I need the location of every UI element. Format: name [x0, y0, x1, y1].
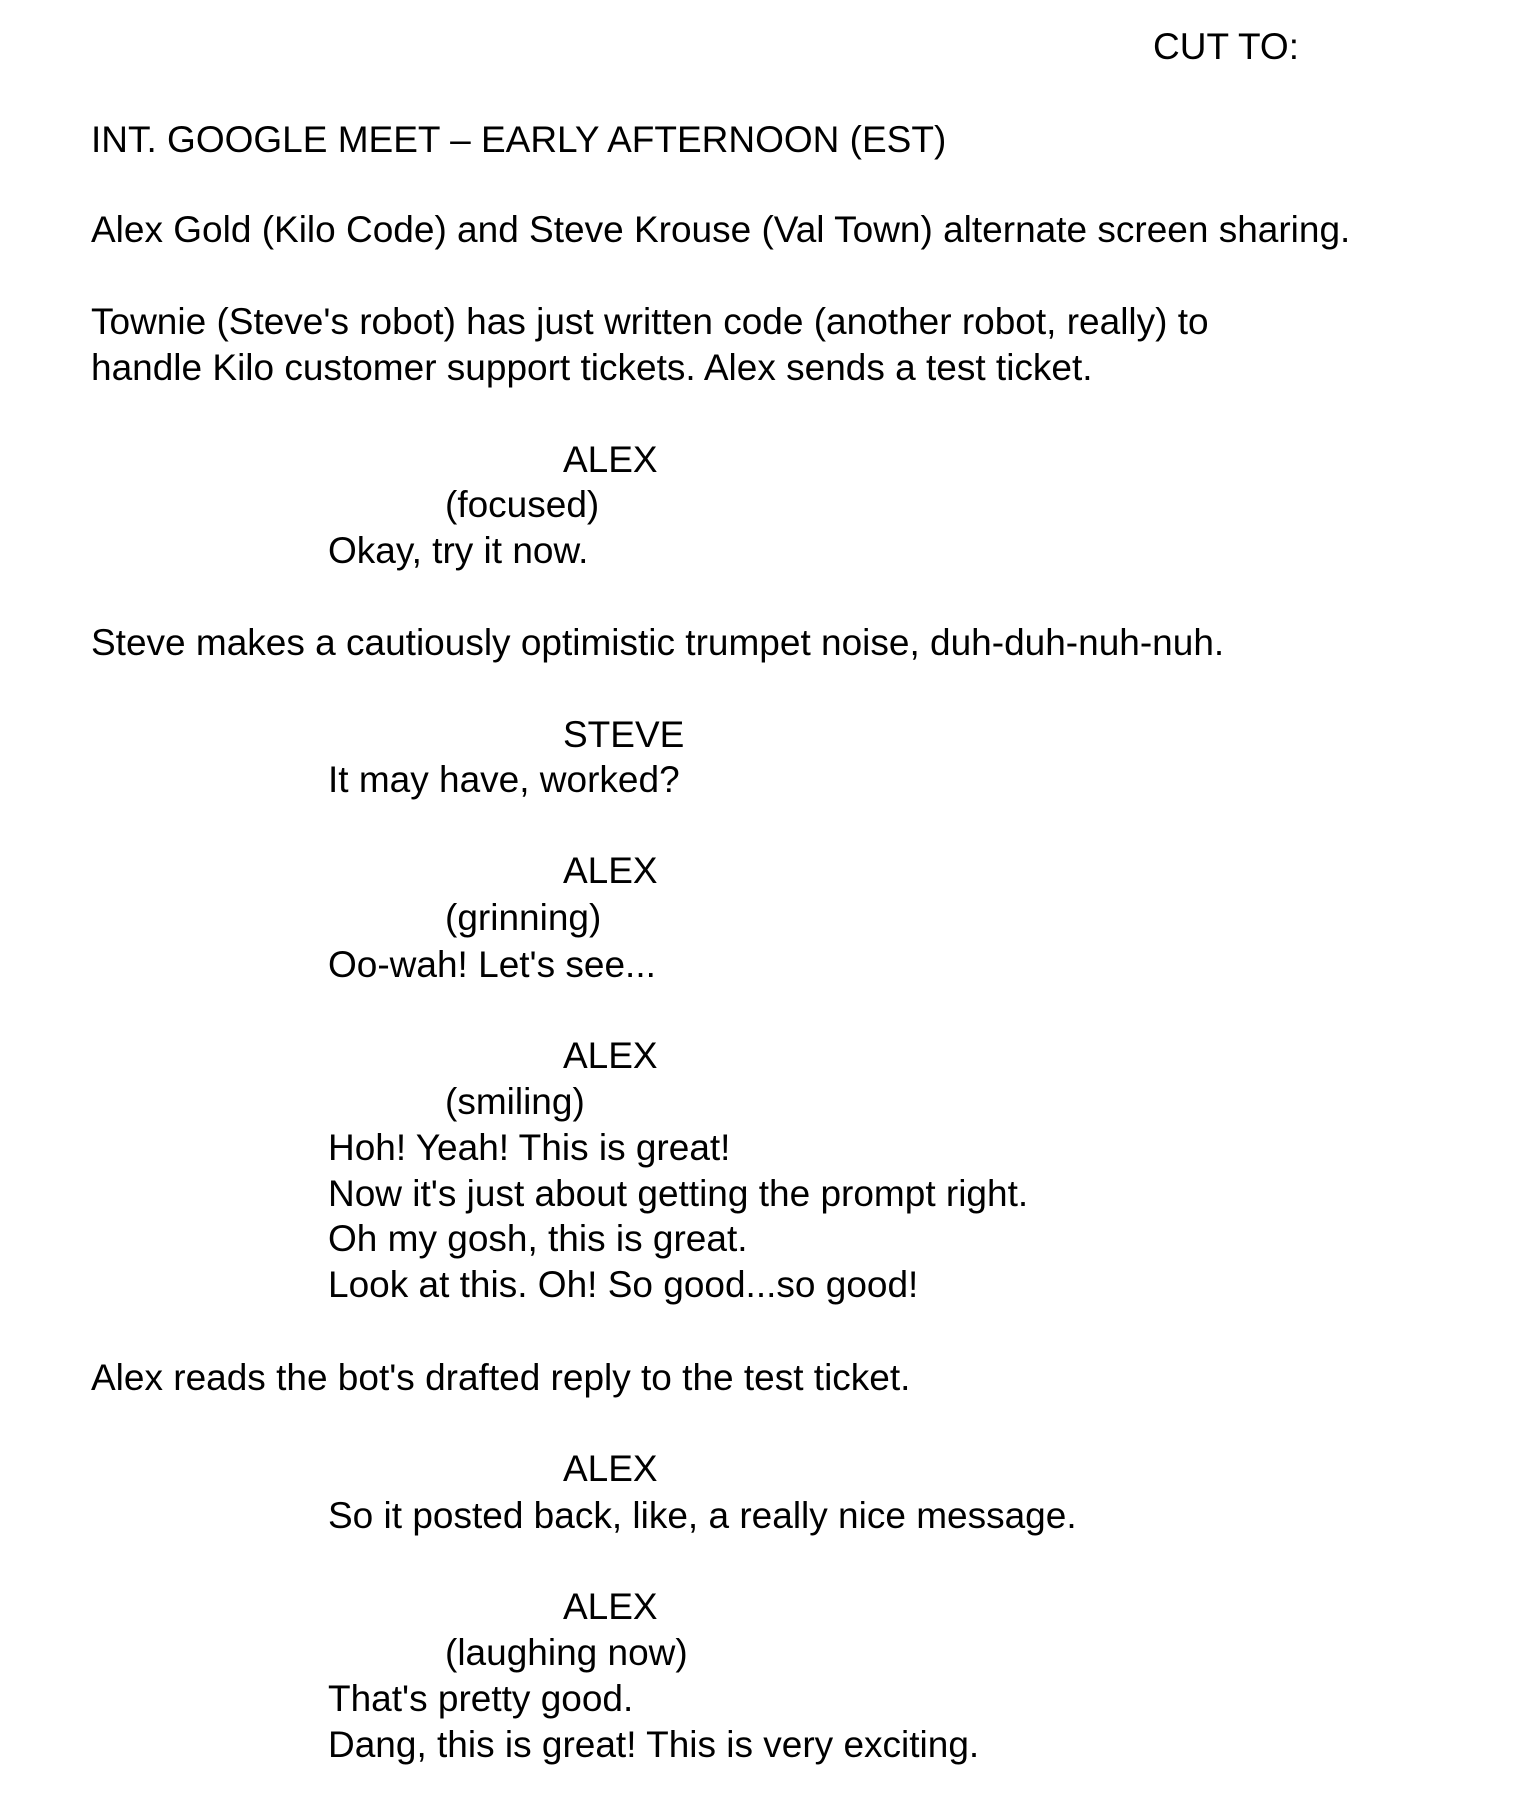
dialogue-line: So it posted back, like, a really nice message.	[328, 1495, 1077, 1536]
parenthetical: (smiling)	[445, 1081, 585, 1122]
character-name: STEVE	[563, 714, 685, 755]
dialogue-line: Dang, this is great! This is very exciting.	[328, 1724, 980, 1765]
action-line: Steve makes a cautiously optimistic trumpet noise, duh-duh-nuh-nuh.	[91, 622, 1225, 663]
action-line: handle Kilo customer support tickets. Alex sends a test ticket.	[91, 347, 1093, 388]
character-name: ALEX	[563, 1448, 658, 1489]
dialogue-line: It may have, worked?	[328, 759, 680, 800]
dialogue-line: Hoh! Yeah! This is great!	[328, 1127, 731, 1168]
dialogue-line: Now it's just about getting the prompt right.	[328, 1173, 1029, 1214]
action-line: Townie (Steve's robot) has just written code (another robot, really) to	[91, 301, 1209, 342]
dialogue-line: Oo-wah! Let's see...	[328, 944, 656, 985]
parenthetical: (grinning)	[445, 897, 602, 938]
transition: CUT TO:	[1153, 26, 1299, 67]
action-line: Alex Gold (Kilo Code) and Steve Krouse (Val Town) alternate screen sharing.	[91, 209, 1351, 250]
parenthetical: (focused)	[445, 484, 600, 525]
parenthetical: (laughing now)	[445, 1632, 688, 1673]
dialogue-line: That's pretty good.	[328, 1678, 634, 1719]
dialogue-line: Oh my gosh, this is great.	[328, 1218, 748, 1259]
character-name: ALEX	[563, 850, 658, 891]
character-name: ALEX	[563, 1586, 658, 1627]
dialogue-line: Look at this. Oh! So good...so good!	[328, 1264, 919, 1305]
character-name: ALEX	[563, 439, 658, 480]
character-name: ALEX	[563, 1035, 658, 1076]
dialogue-line: Okay, try it now.	[328, 530, 589, 571]
scene-heading: INT. GOOGLE MEET – EARLY AFTERNOON (EST)	[91, 119, 947, 160]
action-line: Alex reads the bot's drafted reply to the test ticket.	[91, 1357, 911, 1398]
